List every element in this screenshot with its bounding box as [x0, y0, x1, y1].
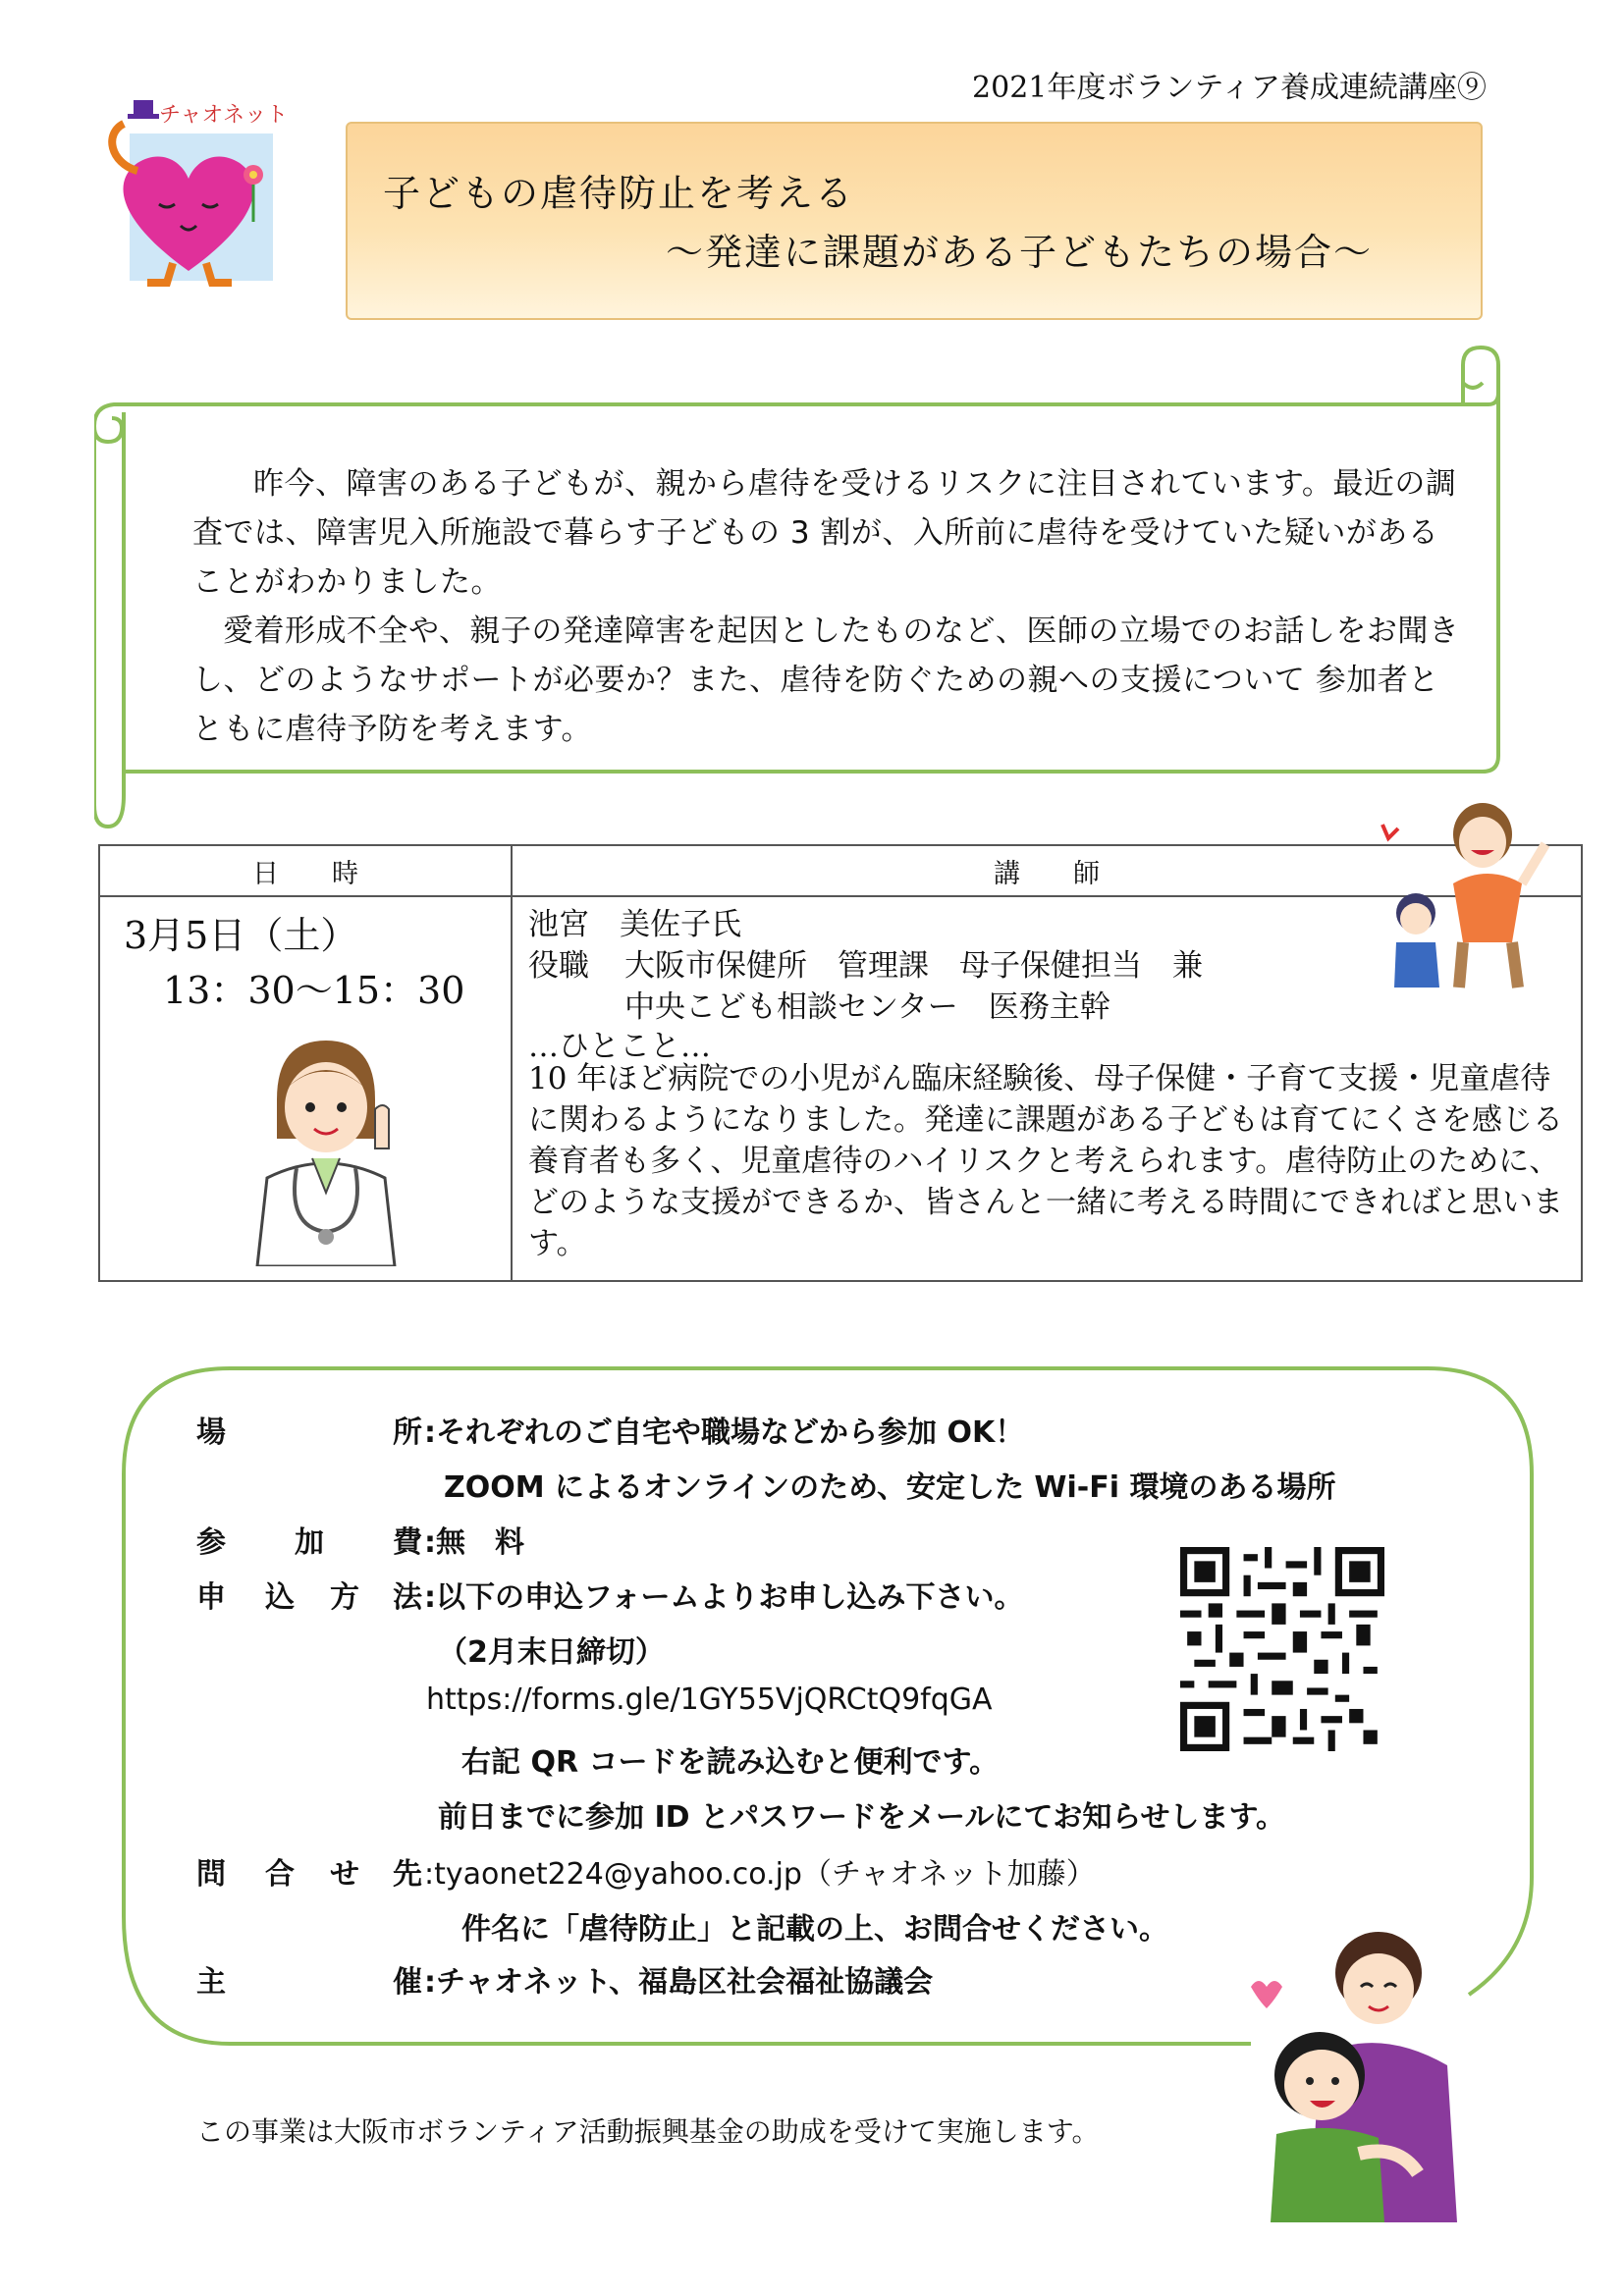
place-text-1: それぞれのご自宅や職場などから参加 OK！ [436, 1415, 1025, 1450]
apply-line-1: :以下の申込フォームよりお申し込み下さい。 [424, 1580, 1024, 1615]
apply-label-char: 方 [330, 1580, 359, 1615]
apply-qr-note: 右記 QR コードを読み込むと便利です。 [461, 1745, 1000, 1780]
apply-label-char: 込 [265, 1580, 295, 1615]
apply-label-char: 申 [196, 1580, 226, 1615]
chaonet-logo [90, 94, 287, 291]
apply-id-note: 前日までに参加 ID とパスワードをメールにてお知らせします。 [438, 1800, 1286, 1835]
title-line-2: ～発達に課題がある子どもたちの場合～ [665, 231, 1373, 274]
intro-paragraph-2: 愛着形成不全や、親子の発達障害を起因としたものなど、医師の立場でのお話しをお聞きし、どのようなサポートが必要か？また、虐待を防ぐための親への支援について 参加者とともに虐待予防を考えます。 [192, 614, 1460, 747]
apply-text-1: 以下の申込フォームよりお申し込み下さい。 [436, 1580, 1024, 1615]
header-lecturer: 講 師 [513, 846, 1581, 897]
contact-label-char: せ [330, 1857, 359, 1892]
role-line-2: 中央こども相談センター 医務主幹 [624, 989, 1110, 1025]
apply-label-char: 法 [393, 1580, 422, 1615]
qr-code-icon[interactable] [1180, 1547, 1384, 1751]
fee-label-char: 費 [393, 1525, 422, 1560]
doctor-illustration [228, 1021, 424, 1266]
place-line-1: :それぞれのご自宅や職場などから参加 OK！ [424, 1415, 1025, 1450]
contact-line-1: :tyaonet224@yahoo.co.jp（チャオネット加藤） [424, 1857, 1096, 1892]
intro-paragraph-1: 昨今、障害のある子どもが、親から虐待を受けるリスクに注目されています。最近の調査では、障害児入所施設で暮らす子どもの 3 割が、入所前に虐待を受けていた疑いがあることがわかりました。 [192, 466, 1457, 600]
contact-line-2: 件名に「虐待防止」と記載の上、お問合せください。 [461, 1912, 1168, 1947]
mother-child-illustration [1241, 1928, 1467, 2222]
title-line-1: 子どもの虐待防止を考える [383, 172, 855, 215]
lecturer-name: 池宮 美佐子氏 [528, 907, 741, 942]
place-label-char: 所 [393, 1415, 422, 1450]
fee-label-char: 加 [295, 1525, 324, 1560]
fee-line: :無 料 [424, 1525, 524, 1560]
apply-deadline: （2月末日締切） [438, 1635, 665, 1670]
host-line: :チャオネット、福島区社会福祉協議会 [424, 1965, 934, 2000]
contact-label-char: 先 [393, 1857, 422, 1892]
schedule-table [98, 844, 1583, 1282]
table-divider [511, 846, 513, 1280]
parent-scolding-illustration [1365, 795, 1561, 991]
title-banner [346, 122, 1483, 320]
intro-text [192, 459, 1469, 754]
role-line-1: 大阪市保健所 管理課 母子保健担当 兼 [624, 948, 1203, 984]
fee-label-char: 参 [196, 1525, 226, 1560]
svg-text:チャオネット: チャオネット [159, 103, 287, 128]
contact-label-char: 合 [265, 1857, 295, 1892]
event-time: 13：30～15：30 [163, 969, 465, 1012]
event-date: 3月5日（土） [124, 914, 358, 957]
place-label-char: 場 [196, 1415, 226, 1450]
place-line-2: ZOOM によるオンラインのため、安定した Wi-Fi 環境のある場所 [444, 1470, 1336, 1505]
hitokoto-label: …ひとこと… [528, 1029, 711, 1064]
role-label: 役職 [528, 948, 589, 984]
apply-form-link[interactable]: https://forms.gle/1GY55VjQRCtQ9fqGA [426, 1682, 993, 1717]
fee-text: 無 料 [436, 1525, 524, 1560]
heart-mascot-icon [90, 94, 287, 291]
host-label-char: 催 [393, 1965, 422, 2000]
contact-email[interactable]: tyaonet224@yahoo.co.jp（チャオネット加藤） [434, 1857, 1096, 1892]
lecturer-message: 10 年ほど病院での小児がん臨床経験後、母子保健・子育て支援・児童虐待に関わるようになりました。発達に課題がある子どもは育てにくさを感じる養育者も多く、児童虐待のハイリスクと考えられます。虐待防止のために、どのような支援ができるか、皆さんと一緒に考える時間にできればと思います。 [528, 1061, 1563, 1261]
host-text: チャオネット、福島区社会福祉協議会 [436, 1965, 934, 2000]
series-title: 2021年度ボランティア養成連続講座⑨ [972, 71, 1487, 105]
funding-note: この事業は大阪市ボランティア活動振興基金の助成を受けて実施します。 [196, 2115, 1100, 2148]
host-label-char: 主 [196, 1965, 226, 2000]
contact-label-char: 問 [196, 1857, 226, 1892]
header-datetime: 日 時 [100, 846, 511, 897]
